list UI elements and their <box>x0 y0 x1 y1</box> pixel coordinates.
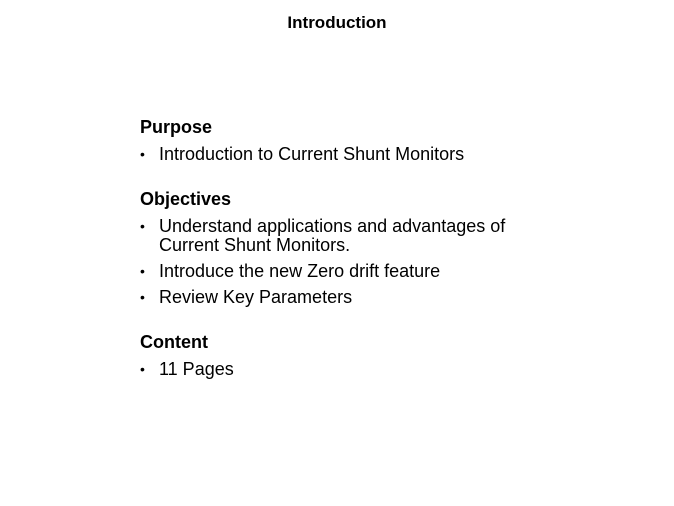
list-item <box>140 262 560 281</box>
purpose-section <box>140 116 560 164</box>
list-item-text: Introduction to Current Shunt Monitors <box>159 144 465 164</box>
slide-content <box>140 116 560 379</box>
list-item <box>140 145 560 164</box>
purpose-heading: Purpose <box>140 117 213 137</box>
list-item <box>140 288 560 307</box>
bullet-icon: • <box>140 263 145 279</box>
bullet-icon: • <box>140 146 145 162</box>
list-item-text: Review Key Parameters <box>159 287 353 307</box>
purpose-list <box>140 145 560 164</box>
list-item-text: Understand applications and advantages of Current Shunt Monitors. <box>159 216 506 255</box>
bullet-icon: • <box>140 218 145 234</box>
content-section <box>140 331 560 379</box>
objectives-heading: Objectives <box>140 189 232 209</box>
bullet-icon: • <box>140 289 145 305</box>
objectives-list <box>140 217 560 307</box>
list-item-text: Introduce the new Zero drift feature <box>159 261 441 281</box>
list-item-text: 11 Pages <box>159 359 234 379</box>
list-item <box>140 217 560 255</box>
slide-title: Introduction <box>287 13 387 32</box>
objectives-section <box>140 188 560 307</box>
content-list <box>140 360 560 379</box>
bullet-icon: • <box>140 361 145 377</box>
content-heading: Content <box>140 332 208 352</box>
list-item <box>140 360 560 379</box>
